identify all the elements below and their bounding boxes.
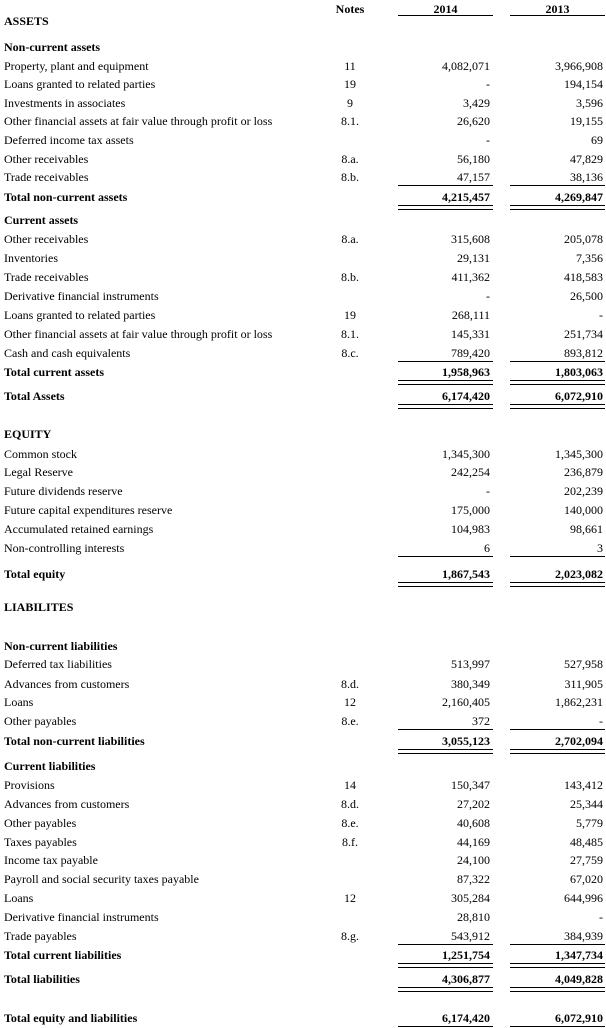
row-value-2013: 4,269,847 (555, 190, 603, 204)
statement-row (0, 425, 606, 443)
row-value-2013: 236,879 (564, 465, 603, 479)
statement-row (0, 230, 606, 248)
row-label: Payroll and social security taxes payable (4, 872, 199, 886)
row-note-ref (330, 501, 370, 519)
row-label: Common stock (4, 447, 78, 461)
row-note-ref: 14 (344, 778, 356, 792)
row-note-ref (330, 482, 370, 500)
row-label: Income tax payable (4, 853, 98, 867)
row-label: Total equity and liabilities (4, 1011, 138, 1025)
row-label: Total non-current assets (4, 190, 128, 204)
statement-row (0, 94, 606, 112)
year-2013-column-header: 2013 (545, 2, 570, 16)
total-double-rule (398, 205, 493, 210)
row-value-2014: 315,608 (451, 232, 490, 246)
notes-column-header: Notes (335, 2, 365, 16)
row-value-2013: 418,583 (564, 270, 603, 284)
row-label: Accumulated retained earnings (4, 522, 154, 536)
statement-row (0, 1009, 606, 1027)
row-note-ref (330, 520, 370, 538)
subtotal-rule (398, 729, 493, 730)
statement-row (0, 363, 606, 381)
statement-row (0, 851, 606, 869)
total-double-rule (398, 582, 493, 587)
row-label: Deferred income tax assets (4, 133, 134, 147)
row-value-2013: 67,020 (570, 872, 603, 886)
row-value-2014: 6,174,420 (442, 389, 490, 403)
statement-row (0, 637, 606, 655)
row-value-2014: 1,345,300 (442, 447, 490, 461)
total-double-rule (510, 205, 605, 210)
row-label: Inventories (4, 251, 58, 265)
row-value-2013: 3,596 (576, 96, 603, 110)
row-value-2014: 40,608 (457, 816, 490, 830)
subtotal-rule (398, 185, 493, 186)
row-value-2014: 6 (484, 541, 490, 555)
row-value-2014: 1,251,754 (442, 948, 490, 962)
row-label: Loans granted to related parties (4, 77, 156, 91)
statement-row (0, 776, 606, 794)
statement-row (0, 889, 606, 907)
row-value-2014: 305,284 (451, 891, 490, 905)
statement-row (0, 75, 606, 93)
statement-row (0, 168, 606, 186)
total-double-rule (510, 749, 605, 754)
row-value-2013: 1,803,063 (555, 365, 603, 379)
statement-row (0, 501, 606, 519)
row-value-2014: 242,254 (451, 465, 490, 479)
row-note-ref (330, 287, 370, 305)
row-value-2013: 38,136 (570, 170, 603, 184)
row-value-2014: 1,958,963 (442, 365, 490, 379)
row-value-2014: 543,912 (451, 929, 490, 943)
row-label: Non-current liabilities (4, 639, 118, 653)
row-value-2013: 25,344 (570, 797, 603, 811)
row-note-ref: 19 (344, 308, 356, 322)
statement-row (0, 712, 606, 730)
row-value-2013: 527,958 (564, 657, 603, 671)
row-value-2013: 26,500 (570, 289, 603, 303)
statement-row (0, 344, 606, 362)
row-label: Trade receivables (4, 170, 89, 184)
row-label: Non-controlling interests (4, 541, 125, 555)
row-value-2013: 6,072,910 (555, 1011, 603, 1025)
row-value-2014: 2,160,405 (442, 695, 490, 709)
row-note-ref: 8.a. (341, 152, 359, 166)
statement-row (0, 598, 606, 616)
total-double-rule (510, 404, 605, 409)
row-value-2013: - (599, 714, 603, 728)
row-note-ref: 9 (347, 96, 353, 110)
subtotal-rule (510, 361, 605, 362)
row-note-ref: 8.c. (341, 346, 359, 360)
statement-row (0, 188, 606, 206)
row-value-2014: 29,131 (457, 251, 490, 265)
row-value-2013: 143,412 (564, 778, 603, 792)
statement-row (0, 795, 606, 813)
row-note-ref: 12 (344, 891, 356, 905)
row-value-2014: 4,215,457 (442, 190, 490, 204)
subtotal-rule (510, 556, 605, 557)
row-label: Cash and cash equivalents (4, 346, 131, 360)
row-value-2013: 27,759 (570, 853, 603, 867)
row-value-2014: 150,347 (451, 778, 490, 792)
row-note-ref (330, 131, 370, 149)
subtotal-rule (510, 185, 605, 186)
row-label: Property, plant and equipment (4, 59, 149, 73)
statement-row (0, 539, 606, 557)
statement-row (0, 211, 606, 229)
statement-row (0, 814, 606, 832)
statement-row (0, 757, 606, 775)
row-label: Current liabilities (4, 759, 96, 773)
subtotal-rule (398, 556, 493, 557)
row-value-2014: - (486, 289, 490, 303)
row-value-2013: 140,000 (564, 503, 603, 517)
row-label: Non-current assets (4, 40, 101, 54)
row-value-2014: 372 (472, 714, 490, 728)
statement-row (0, 306, 606, 324)
row-note-ref (330, 851, 370, 869)
row-value-2014: 513,997 (451, 657, 490, 671)
row-label: Future dividends reserve (4, 484, 123, 498)
row-value-2013: - (599, 308, 603, 322)
row-label: Other receivables (4, 232, 89, 246)
statement-row (0, 268, 606, 286)
row-value-2014: 4,082,071 (442, 59, 490, 73)
row-value-2013: 893,812 (564, 346, 603, 360)
row-note-ref: 19 (344, 77, 356, 91)
row-label: Trade receivables (4, 270, 89, 284)
row-value-2014: 175,000 (451, 503, 490, 517)
row-label: Current assets (4, 213, 79, 227)
row-label: Loans granted to related parties (4, 308, 156, 322)
statement-row (0, 927, 606, 945)
statement-row (0, 732, 606, 750)
row-note-ref: 8.f. (342, 835, 358, 849)
row-label: ASSETS (4, 14, 49, 28)
row-label: Advances from customers (4, 797, 130, 811)
total-double-rule (510, 963, 605, 968)
row-label: Total current assets (4, 365, 104, 379)
row-note-ref: 8.1. (341, 327, 359, 341)
subtotal-rule (398, 361, 493, 362)
row-label: Total liabilities (4, 972, 80, 986)
row-label: EQUITY (4, 427, 52, 441)
row-value-2013: 98,661 (570, 522, 603, 536)
row-value-2014: - (486, 133, 490, 147)
row-value-2014: 1,867,543 (442, 567, 490, 581)
row-note-ref (330, 249, 370, 267)
row-value-2013: 194,154 (564, 77, 603, 91)
row-value-2014: 145,331 (451, 327, 490, 341)
row-value-2014: 3,429 (463, 96, 490, 110)
row-label: Total equity (4, 567, 66, 581)
row-note-ref: 8.d. (341, 677, 359, 691)
row-value-2013: 3 (597, 541, 603, 555)
row-label: Derivative financial instruments (4, 289, 159, 303)
row-note-ref: 8.e. (341, 816, 359, 830)
statement-row (0, 565, 606, 583)
statement-row (0, 675, 606, 693)
row-note-ref: 8.b. (341, 270, 359, 284)
row-value-2013: 205,078 (564, 232, 603, 246)
row-value-2013: 251,734 (564, 327, 603, 341)
row-value-2014: 26,620 (457, 114, 490, 128)
row-label: Advances from customers (4, 677, 130, 691)
row-value-2014: 24,100 (457, 853, 490, 867)
statement-row (0, 970, 606, 988)
row-label: Derivative financial instruments (4, 910, 159, 924)
row-value-2013: 1,345,300 (555, 447, 603, 461)
row-label: LIABILITES (4, 600, 74, 614)
row-value-2013: 644,996 (564, 891, 603, 905)
row-value-2014: 47,157 (457, 170, 490, 184)
row-value-2014: 6,174,420 (442, 1011, 490, 1025)
row-note-ref: 11 (344, 59, 356, 73)
row-label: Total current liabilities (4, 948, 122, 962)
row-note-ref (330, 445, 370, 463)
row-value-2014: 28,810 (457, 910, 490, 924)
row-value-2013: 47,829 (570, 152, 603, 166)
row-note-ref: 8.d. (341, 797, 359, 811)
row-note-ref: 8.1. (341, 114, 359, 128)
row-label: Other payables (4, 816, 77, 830)
row-label: Future capital expenditures reserve (4, 503, 173, 517)
total-double-rule (398, 963, 493, 968)
row-value-2014: 380,349 (451, 677, 490, 691)
row-label: Total Assets (4, 389, 65, 403)
row-value-2013: 6,072,910 (555, 389, 603, 403)
row-label: Other receivables (4, 152, 89, 166)
statement-row (0, 833, 606, 851)
row-note-ref (330, 463, 370, 481)
row-value-2014: 268,111 (451, 308, 490, 322)
total-double-rule (398, 404, 493, 409)
row-label: Loans (4, 891, 34, 905)
statement-row (0, 908, 606, 926)
statement-row (0, 112, 606, 130)
statement-row (0, 445, 606, 463)
statement-row (0, 131, 606, 149)
total-double-rule (398, 749, 493, 754)
row-value-2013: 1,347,734 (555, 948, 603, 962)
row-label: Other financial assets at fair value through profit or loss (4, 114, 273, 128)
row-value-2014: 27,202 (457, 797, 490, 811)
statement-row (0, 946, 606, 964)
row-value-2013: 2,023,082 (555, 567, 603, 581)
row-note-ref: 8.a. (341, 232, 359, 246)
total-double-rule (510, 582, 605, 587)
row-value-2013: 311,905 (564, 677, 603, 691)
row-value-2013: 2,702,094 (555, 734, 603, 748)
row-value-2014: 789,420 (451, 346, 490, 360)
row-value-2014: - (486, 484, 490, 498)
row-note-ref: 8.b. (341, 170, 359, 184)
statement-row (0, 12, 606, 30)
row-value-2013: 3,966,908 (555, 59, 603, 73)
statement-row (0, 38, 606, 56)
statement-row (0, 387, 606, 405)
row-value-2014: 44,169 (457, 835, 490, 849)
statement-row (0, 693, 606, 711)
total-double-rule (398, 987, 493, 992)
year-2014-column-header: 2014 (433, 2, 458, 16)
subtotal-rule (510, 729, 605, 730)
row-label: Other payables (4, 714, 77, 728)
row-value-2013: 1,862,231 (555, 695, 603, 709)
row-value-2013: 4,049,828 (555, 972, 603, 986)
statement-row (0, 150, 606, 168)
row-value-2014: 411,362 (451, 270, 490, 284)
row-label: Provisions (4, 778, 55, 792)
row-value-2013: 48,485 (570, 835, 603, 849)
total-double-rule (398, 380, 493, 385)
statement-row (0, 463, 606, 481)
row-value-2013: - (599, 910, 603, 924)
row-value-2013: 69 (591, 133, 603, 147)
row-value-2014: 3,055,123 (442, 734, 490, 748)
subtotal-rule (510, 944, 605, 945)
row-value-2014: 104,983 (451, 522, 490, 536)
statement-row (0, 870, 606, 888)
statement-row (0, 655, 606, 673)
row-label: Total non-current liabilities (4, 734, 145, 748)
statement-row (0, 249, 606, 267)
row-value-2013: 5,779 (576, 816, 603, 830)
statement-row (0, 482, 606, 500)
row-note-ref (330, 655, 370, 673)
row-note-ref (330, 539, 370, 557)
row-label: Deferred tax liabilities (4, 657, 112, 671)
row-value-2014: 4,306,877 (442, 972, 490, 986)
row-label: Legal Reserve (4, 465, 73, 479)
statement-row (0, 325, 606, 343)
row-note-ref (330, 870, 370, 888)
total-double-rule (510, 380, 605, 385)
row-note-ref: 8.e. (341, 714, 359, 728)
row-note-ref: 12 (344, 695, 356, 709)
row-value-2014: 56,180 (457, 152, 490, 166)
row-value-2013: 19,155 (570, 114, 603, 128)
total-double-rule (510, 987, 605, 992)
row-value-2014: 87,322 (457, 872, 490, 886)
row-value-2013: 7,356 (576, 251, 603, 265)
statement-row (0, 520, 606, 538)
row-label: Taxes payables (4, 835, 77, 849)
row-label: Other financial assets at fair value through profit or loss (4, 327, 273, 341)
row-label: Trade payables (4, 929, 77, 943)
row-note-ref (330, 908, 370, 926)
row-label: Loans (4, 695, 34, 709)
row-value-2013: 384,939 (564, 929, 603, 943)
row-label: Investments in associates (4, 96, 126, 110)
row-value-2013: 202,239 (564, 484, 603, 498)
statement-row (0, 57, 606, 75)
row-value-2014: - (486, 77, 490, 91)
subtotal-rule (398, 944, 493, 945)
row-note-ref: 8.g. (341, 929, 359, 943)
statement-row (0, 287, 606, 305)
